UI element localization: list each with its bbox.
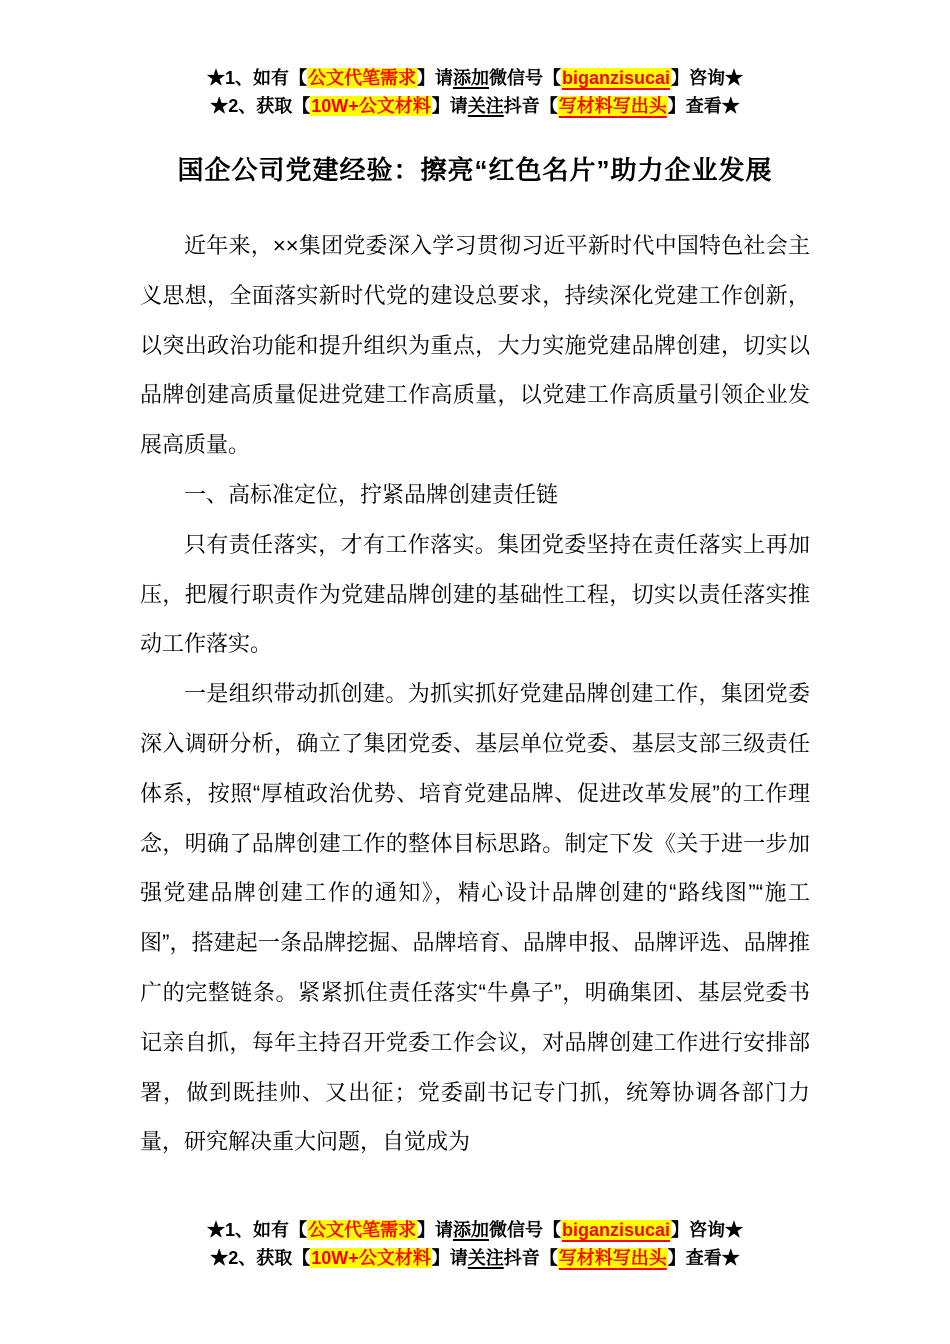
document-title: 国企公司党建经验：擦亮“红色名片”助力企业发展 (177, 155, 773, 185)
promo-text: 】咨询★ (671, 68, 744, 88)
promo-banner-bottom (0, 1216, 950, 1272)
paragraph-intro: 近年来，××集团党委深入学习贯彻习近平新时代中国特色社会主义思想，全面落实新时代党的建设总要求，持续深化党建工作创新，以突出政治功能和提升组织为重点，大力实施党建品牌创建，切实以品牌创建高质量促进党建工作高质量，以党建工作高质量引领企业发展高质量。 (140, 233, 810, 458)
wechat-id: biganzisucai (561, 1220, 671, 1240)
promo-text: ★1、如有【 (206, 1220, 307, 1240)
promo-text: ★1、如有【 (206, 68, 307, 88)
promo-text: 】查看★ (667, 1248, 740, 1268)
highlighted-keyword-writing-service: 公文代笔需求 (307, 68, 416, 88)
highlighted-keyword-materials: 10W+公文材料 (311, 96, 431, 116)
underlined-add-text: 添加 (452, 1220, 489, 1240)
highlighted-keyword-writing-service: 公文代笔需求 (307, 1220, 416, 1240)
document-body (140, 221, 810, 1167)
promo-bottom-line-1 (0, 1216, 950, 1244)
douyin-account: 写材料写出头 (558, 1248, 667, 1268)
promo-text: 微信号【 (488, 1220, 561, 1240)
promo-banner-top (0, 64, 950, 120)
highlighted-keyword-materials: 10W+公文材料 (311, 1248, 431, 1268)
promo-top-line-1 (0, 64, 950, 92)
promo-text: 微信号【 (488, 68, 561, 88)
promo-text: 】查看★ (667, 96, 740, 116)
promo-text: 】请 (416, 1220, 453, 1240)
underlined-add-text: 添加 (452, 68, 489, 88)
underlined-follow-text: 关注 (467, 96, 504, 116)
underlined-follow-text: 关注 (467, 1248, 504, 1268)
promo-text: 】咨询★ (671, 1220, 744, 1240)
promo-top-line-2 (0, 92, 950, 120)
promo-text: 】请 (431, 1248, 468, 1268)
douyin-account: 写材料写出头 (558, 96, 667, 116)
promo-text: ★2、获取【 (210, 1248, 311, 1268)
promo-text: ★2、获取【 (210, 96, 311, 116)
paragraph-brand-creation: 一是组织带动抓创建。为抓实抓好党建品牌创建工作，集团党委深入调研分析，确立了集团党委、基层单位党委、基层支部三级责任体系，按照“厚植政治优势、培育党建品牌、促进改革发展”的工作理念，明确了品牌创建工作的整体目标思路。制定下发《关于进一步加强党建品牌创建工作的通知》，精心设计品牌创建的“路线图”“施工图”，搭建起一条品牌挖掘、品牌培育、品牌申报、品牌评选、品牌推广的完整链条。紧紧抓住责任落实“牛鼻子”，明确集团、基层党委书记亲自抓，每年主持召开党委工作会议，对品牌创建工作进行安排部署，做到既挂帅、又出征；党委副书记专门抓，统筹协调各部门力量，研究解决重大问题，自觉成为 (140, 681, 810, 1155)
section-heading-1: 一、高标准定位，拧紧品牌创建责任链 (184, 481, 559, 507)
wechat-id: biganzisucai (561, 68, 671, 88)
promo-bottom-line-2 (0, 1244, 950, 1272)
promo-text: 】请 (431, 96, 468, 116)
promo-text: 】请 (416, 68, 453, 88)
promo-text: 抖音【 (503, 96, 558, 116)
promo-text: 抖音【 (503, 1248, 558, 1268)
paragraph-responsibility: 只有责任落实，才有工作落实。集团党委坚持在责任落实上再加压，把履行职责作为党建品牌创建的基础性工程，切实以责任落实推动工作落实。 (140, 531, 810, 657)
